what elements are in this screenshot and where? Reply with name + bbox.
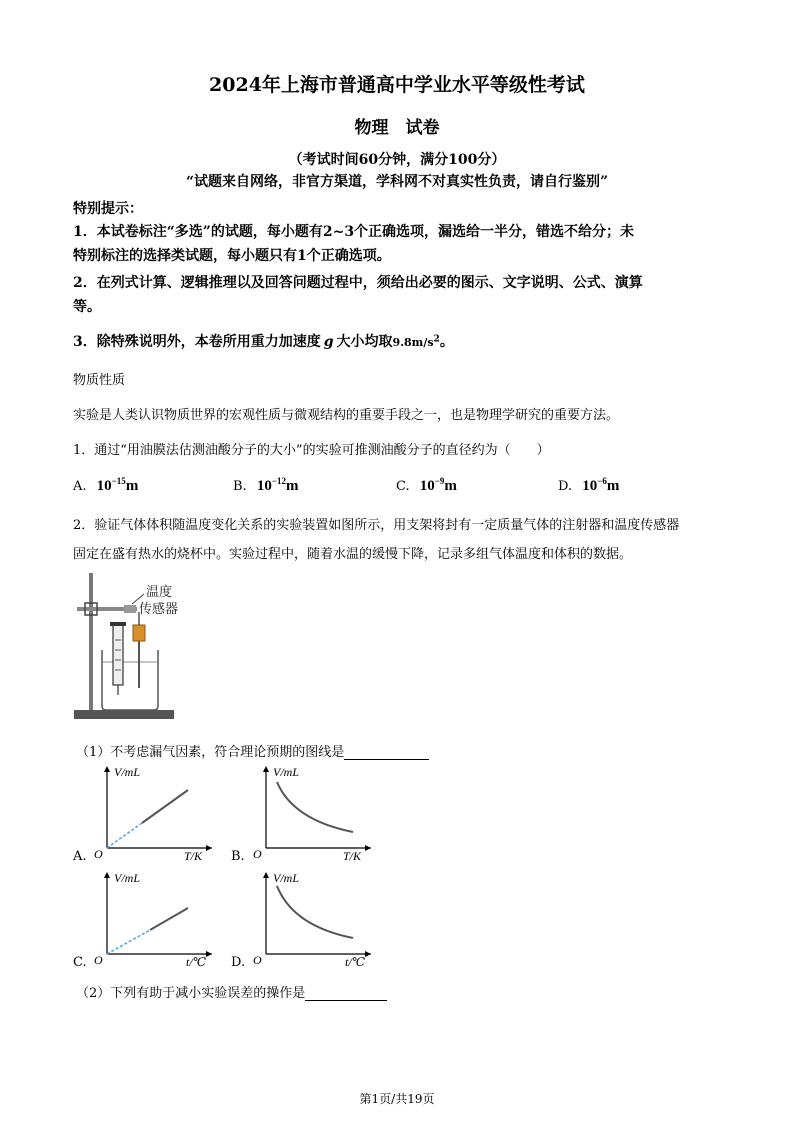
gravity-value: $9.8m/s^2$ bbox=[392, 334, 440, 349]
graph-b bbox=[251, 762, 376, 862]
q2-sub-1: （1）不考虑漏气因素，符合理论预期的图线是 bbox=[76, 741, 429, 760]
graph-b-xlabel: T/K bbox=[343, 849, 362, 862]
exam-info: （考试时间60分钟，满分100分） bbox=[288, 152, 506, 168]
answer-blank-2[interactable] bbox=[305, 986, 387, 1001]
q2-stem-line-1: 2．验证气体体积随温度变化关系的实验装置如图所示，用支架将封有一定质量气体的注射器和温度传感器 bbox=[73, 518, 680, 533]
syringe-plunger-top bbox=[110, 622, 126, 626]
graph-c bbox=[92, 868, 217, 968]
tip-1-line-1: 1．本试卷标注“多选”的试题，每小题有2~3个正确选项，漏选给一半分，错选不给分；未 bbox=[73, 224, 635, 240]
graph-c-line bbox=[150, 908, 188, 930]
answer-blank-1[interactable] bbox=[344, 745, 429, 760]
graph-b-ylabel: V/mL bbox=[273, 765, 300, 779]
temperature-sensor bbox=[133, 625, 145, 641]
tip-1-line-2: 特别标注的选择类试题，每小题只有1个正确选项。 bbox=[73, 248, 391, 264]
section-title: 物质性质 bbox=[73, 373, 126, 388]
q1-option-a: A. $10^{-15}m$ bbox=[73, 476, 139, 494]
source-notice: “试题来自网络，非官方渠道，学科网不对真实性负责，请自行鉴别” bbox=[185, 174, 609, 190]
subject-title: 物理 试卷 bbox=[354, 118, 440, 138]
graph-c-xlabel: t/℃ bbox=[186, 955, 207, 968]
graph-d bbox=[251, 868, 376, 968]
exam-title: 2024年上海市普通高中学业水平等级性考试 bbox=[209, 74, 585, 96]
q2-stem-line-2: 固定在盛有热水的烧杯中。实验过程中，随着水温的缓慢下降，记录多组气体温度和体积的数据。 bbox=[73, 547, 633, 562]
graph-a-line bbox=[142, 790, 188, 823]
tip-3 bbox=[73, 331, 454, 351]
graph-d-ylabel: V/mL bbox=[273, 871, 300, 885]
tip-2-line-2: 等。 bbox=[73, 299, 101, 315]
graph-b-origin: O bbox=[253, 847, 262, 861]
graph-c-extrapolation bbox=[107, 930, 150, 954]
tip-3-mid: 大小均取 bbox=[336, 334, 393, 350]
q1-option-c: C. $10^{-9}m$ bbox=[396, 476, 457, 494]
q2-sub-2: （2）下列有助于减小实验误差的操作是 bbox=[76, 982, 387, 1001]
graph-d-curve bbox=[277, 886, 353, 938]
tip-3-prefix: 3．除特殊说明外，本卷所用重力加速度 bbox=[73, 334, 321, 350]
graph-a-extrapolation bbox=[107, 823, 142, 848]
syringe bbox=[113, 625, 123, 685]
apparatus-figure bbox=[70, 570, 200, 730]
q1-option-d: D. $10^{-6}m$ bbox=[558, 476, 620, 494]
graph-c-origin: O bbox=[94, 953, 103, 967]
beaker bbox=[102, 650, 158, 710]
section-intro: 实验是人类认识物质世界的宏观性质与微观结构的重要手段之一，也是物理学研究的重要方法。 bbox=[73, 408, 620, 423]
graph-label-b: B. bbox=[231, 849, 245, 864]
graph-a-ylabel: V/mL bbox=[114, 765, 141, 779]
tips-heading: 特别提示： bbox=[73, 201, 143, 217]
graph-d-xlabel: t/℃ bbox=[345, 955, 366, 968]
stand-base bbox=[74, 710, 174, 719]
tip-3-end: 。 bbox=[439, 334, 454, 350]
graph-label-a: A. bbox=[73, 849, 87, 864]
graph-label-d: D. bbox=[231, 955, 246, 970]
graph-a-origin: O bbox=[94, 847, 103, 861]
gravity-symbol: g bbox=[323, 334, 334, 350]
page-number: 第1页/共19页 bbox=[359, 1092, 435, 1106]
stand-rod bbox=[89, 573, 93, 710]
graph-label-c: C. bbox=[73, 955, 87, 970]
tip-2-line-1: 2．在列式计算、逻辑推理以及回答问题过程中，须给出必要的图示、文字说明、公式、演算 bbox=[73, 275, 643, 291]
graph-d-origin: O bbox=[253, 953, 262, 967]
graph-a bbox=[92, 762, 217, 862]
q1-stem: 1．通过“用油膜法估测油酸分子的大小”的实验可推测油酸分子的直径约为（ ） bbox=[73, 443, 550, 458]
graph-c-ylabel: V/mL bbox=[114, 871, 141, 885]
figure-label-temperature: 温度 bbox=[146, 584, 173, 599]
graph-a-xlabel: T/K bbox=[184, 849, 203, 862]
graph-b-curve bbox=[277, 782, 353, 832]
q1-option-b: B. $10^{-12}m$ bbox=[233, 476, 299, 494]
figure-label-sensor: 传感器 bbox=[139, 601, 179, 616]
clamp-head bbox=[124, 605, 136, 613]
